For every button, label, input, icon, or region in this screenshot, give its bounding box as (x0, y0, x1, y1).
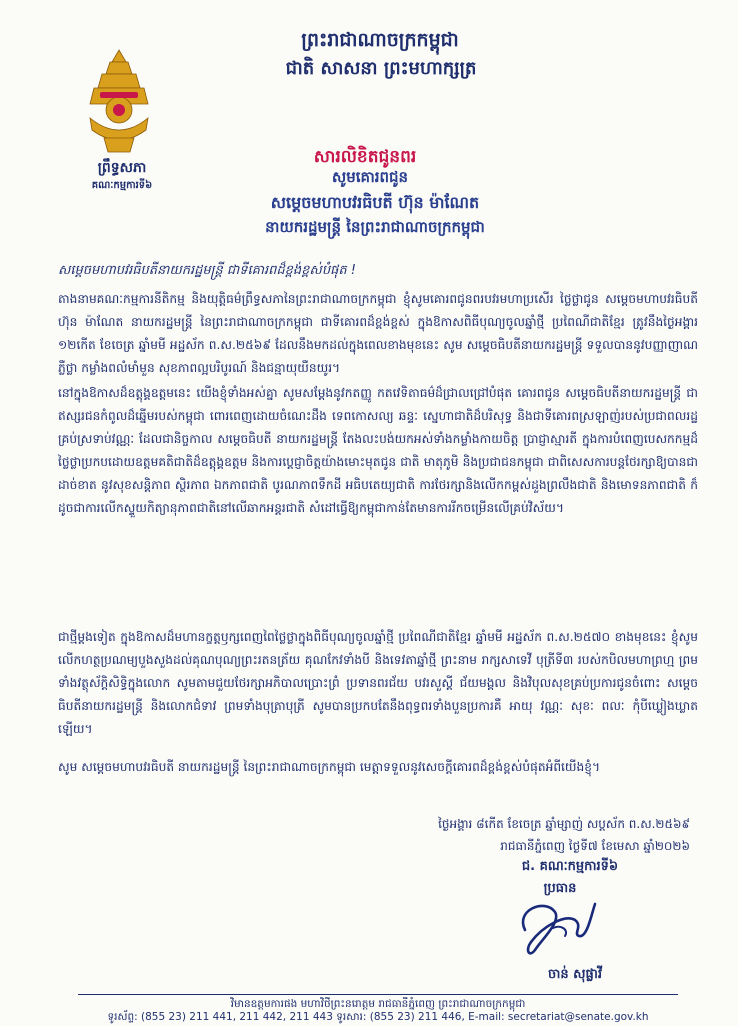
signer-name: ចាន់ សុផ្លាវី (547, 967, 603, 982)
letter-type-title: សារលិខិតជូនពរ (313, 147, 417, 167)
signature-icon (495, 890, 625, 962)
paragraph-2: នៅក្នុងឱកាសដ៏ឧត្តុង្គឧត្តមនេះ យើងខ្ញុំទាំងអស់គ្នា សូមសម្តែងនូវកតញ្ញូ កតវេទិតាធម៌ដ៏ជ្រាលជ្រៅបំផុត គោរពជូន សម្តេចធិបតីនាយករដ្ឋមន្ត្រី ជាឥស្សរជនកំពូលដ៏ឆ្នើមរបស់កម្ពុជា ពោរពេញដោយចំណេះដឹង ទេពកោសល្យ ឆន្ទៈ ស្នេហាជាតិដ៏បរិសុទ្ធ និងជាទីគោរពស្រឡាញ់របស់ប្រជាពលរដ្ឋគ្រប់ស្រទាប់វណ្ណៈ ដែលជានិច្ចកាល សម្តេចធិបតី នាយករដ្ឋមន្ត្រី តែងលះបង់យកអស់ទាំងកម្លាំងកាយចិត្ត ប្រាជ្ញាស្មារតី ក្នុងការបំពេញបេសកកម្មដ៏ថ្លៃថ្លាប្រកបដោយឧត្តមគតិជាតិដ៏ឧត្តុង្គឧត្តម និងការប្តេជ្ញាចិត្តយ៉ាងមោះមុតជូន ជាតិ មាតុភូមិ និងប្រជាជនកម្ពុជា ជាពិសេសការបន្តថែរក្សាឱ្យបានជាដាច់ខាត នូវសុខសន្តិភាព ស្ថិរភាព ឯកភាពជាតិ បូរណភាពទឹកដី អធិបតេយ្យជាតិ ការថែរក្សានិងលើកកម្ពស់ដួងព្រលឹងជាតិ និងមោទនភាពជាតិ ក៏ដូចជាការលើកស្ទួយកិត្យានុភាពជាតិនៅលើឆាកអន្តរជាតិ សំដៅធ្វើឱ្យកម្ពុជាកាន់តែមានការរីកចម្រើនលើគ្រប់វិស័យ។ (58, 386, 698, 515)
senate-emblem-icon (80, 48, 158, 158)
footer-divider (78, 994, 678, 995)
recipient-role: នាយករដ្ឋមន្ត្រី នៃព្រះរាជាណាចក្រកម្ពុជា (265, 218, 485, 236)
salutation: សម្តេចមហាបវរធិបតីនាយករដ្ឋមន្ត្រី ជាទីគោរពដ៏ខ្ពង់ខ្ពស់បំផុត ! (58, 263, 356, 278)
signer-organization: ជ. គណៈកម្មការទី៦ (521, 859, 619, 874)
recipient-name: សម្តេចមហាបវរធិបតី ហ៊ុន ម៉ាណែត (270, 193, 480, 212)
senate-name: ព្រឹទ្ធសភា (97, 160, 147, 176)
respect-line: សូមគោរពជូន (331, 168, 409, 186)
solar-date: រាជធានីភ្នំពេញ ថ្ងៃទី៧ ខែមេសា ឆ្នាំ២០២៦ (500, 839, 690, 853)
national-motto: ជាតិ សាសនា ព្រះមហាក្សត្រ (285, 58, 477, 79)
lunar-date: ថ្ងៃអង្គារ ៨កើត ខែចេត្រ ឆ្នាំម្សាញ់ សប្តស័ក ព.ស.២៥៦៩ (438, 817, 690, 831)
committee-name: គណៈកម្មការទី៦ (91, 180, 153, 191)
kingdom-heading: ព្រះរាជាណាចក្រកម្ពុជា (301, 29, 459, 51)
footer-contact: ទូរស័ព្ទ: (855 23) 211 441, 211 442, 211 443 ទូរសារ: (855 23) 211 446, E-mail: secretariat@senate.gov.kh (107, 1011, 649, 1023)
signer-title: ប្រធាន (543, 881, 577, 896)
paragraph-4: សូម សម្តេចមហាបវរធិបតី នាយករដ្ឋមន្ត្រី នៃព្រះរាជាណាចក្រកម្ពុជា មេត្តាទទួលនូវសេចក្តីគោរពដ៏ខ្ពង់ខ្ពស់បំផុតអំពីយើងខ្ញុំ។ (58, 760, 601, 774)
paragraph-3: ជាថ្មីម្តងទៀត ក្នុងឱកាសដ៏មហានក្ខត្តឫក្សពេញពៃថ្លៃថ្លាក្នុងពិធីបុណ្យចូលឆ្នាំថ្មី ប្រពៃណីជាតិខ្មែរ ឆ្នាំមមី អដ្ឋស័ក ព.ស.២៥៧០ ខាងមុខនេះ ខ្ញុំសូមលើកហត្ថប្រណម្យបួងសួងដល់គុណបុណ្យព្រះរតនត្រ័យ គុណកែវទាំងបី និងទេវតាឆ្នាំថ្មី ព្រះនាម រាក្សសាទេវី បុត្រីទី៣ របស់កបិលមហាព្រហ្ម ព្រមទាំងវត្ថុស័ក្តិសិទ្ធិក្នុងលោក សូមតាមជួយថែរក្សាអភិបាលប្រោះព្រំ ប្រទានពរជ័យ បវរសួស្តី ជ័យមង្គល និងវិបុលសុខគ្រប់ប្រការជូនចំពោះ សម្តេចធិបតីនាយករដ្ឋមន្ត្រី និងលោកជំទាវ ព្រមទាំងបុត្រាបុត្រី សូមបានប្រកបតែនឹងពុទ្ធពរទាំងបួនប្រការគឺ អាយុ វណ្ណៈ សុខៈ ពលៈ កុំបីឃ្លៀងឃ្លាតឡើយ។ (58, 630, 698, 736)
paragraph-1: តាងនាមគណៈកម្មការនីតិកម្ម និងយុត្តិធម៌ព្រឹទ្ធសភានៃព្រះរាជាណាចក្រកម្ពុជា ខ្ញុំសូមគោរពជូនពរបវរមហាប្រសើរ ថ្លៃថ្លាជូន សម្តេចមហាបវរធិបតី ហ៊ុន ម៉ាណែត នាយករដ្ឋមន្ត្រី នៃព្រះរាជាណាចក្រកម្ពុជា ជាទីគោរពដ៏ខ្ពង់ខ្ពស់ ក្នុងឱកាសពិធីបុណ្យចូលឆ្នាំថ្មី ប្រពៃណីជាតិខ្មែរ ត្រូវនឹងថ្ងៃអង្គារ ១២កើត ខែចេត្រ ឆ្នាំមមី អដ្ឋស័ក ព.ស.២៥៦៩ ដែលនឹងមកដល់ក្នុងពេលខាងមុខនេះ សូម សម្តេចធិបតីនាយករដ្ឋមន្ត្រី ទទួលបាននូវបញ្ញាញាណភ្លឺថ្លា កម្លាំងពលំមាំមួន សុខភាពល្អបរិបូរណ៍ និងជន្មាយុយឺនយូរ។ (58, 292, 698, 375)
footer-address: វិមានឧត្តមការផង មហាវិថីព្រះនរោត្តម រាជធានីភ្នំពេញ ព្រះរាជាណាចក្រកម្ពុជា (230, 998, 526, 1010)
